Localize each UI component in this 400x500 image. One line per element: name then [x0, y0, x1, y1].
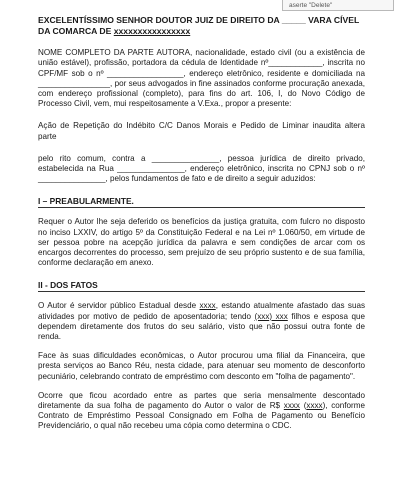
paragraph-financeira: Face às suas dificuldades econômicas, o Autor procurou uma filial da Financeira, que presta serviços ao Banco Réu, nesta cidade, para atenuar seu momento de desconforto pecuniário, celebrando contrato de empréstimo com desconto em "folha de pagamento". — [38, 351, 365, 381]
comarca-blank: xxxxxxxxxxxxxxxx — [113, 25, 191, 36]
header-line-2: DA COMARCA DE xxxxxxxxxxxxxxxx — [38, 25, 191, 36]
against-paragraph: pelo rito comum, contra a _______________, pessoa jurídica de direito privado, estabelecida na Rua _______________, endereço eletrônico, inscrita no CPNJ sob o nº _______________, pelos fundamentos de fato e de direito a seguir aduzidos: — [38, 153, 365, 184]
action-title: Ação de Repetição do Indébito C/C Danos Morais e Pedido de Liminar inaudita altera parte — [38, 121, 365, 141]
section-fatos: II - DOS FATOS — [38, 280, 365, 292]
petition-header — [38, 15, 365, 36]
paragraph-gratuidade: Requer o Autor lhe seja deferido os benefícios da justiça gratuita, com fulcro no disposto no inciso LXXIV, do artigo 5º da Constituição Federal e na Lei nº 1.060/50, em virtude de ser pessoa pobre na acepção jurídica da palavra e sem condições de arcar com os encargos decorrentes do processo, sem prejuízo de seu próprio sustento e de sua família, conforme declaração em anexo. — [38, 217, 365, 268]
paragraph-desconto: Ocorre que ficou acordado entre as partes que seria mensalmente descontado diretamente da sua folha de pagamento do Autor o valor de R$ xxxx (xxxx), conforme Contrato de Empréstimo Pessoal Consignado em Folha de Pagamento ou Benefício Previdenciário, o qual não recebeu uma cópia como determina o CDC. — [38, 390, 365, 431]
section-preambular: I – PREABULARMENTE. — [38, 196, 365, 208]
intro-paragraph: NOME COMPLETO DA PARTE AUTORA, nacionalidade, estado civil (ou a existência de união estável), profissão, portadora da cédula de Identidade nº____________, inscrita no CPF/MF sob o nº _________________, endereço eletrônico, residente e domiciliada na ________________, por seus advogados in fine assinados conforme procuração anexada, com endereço profissional (completo), para fins do art. 106, I, do Novo Código de Processo Civil, vem, mui respeitosamente a V.Exa., propor a presente: — [38, 48, 365, 109]
document-page — [38, 15, 365, 432]
header-line-1: EXCELENTÍSSIMO SENHOR DOUTOR JUIZ DE DIREITO DA _____ VARA CÍVEL — [38, 15, 360, 25]
delete-tag[interactable]: aserte "Delete" — [282, 0, 394, 11]
paragraph-servidor: O Autor é servidor público Estadual desde xxxx, estando atualmente afastado das suas atividades por motivo de pedido de aposentadoria; tendo (xxx) xxx filhos e esposa que dependem diretamente dos frutos do seu salário, visto que não possui outra fonte de renda. — [38, 301, 366, 342]
